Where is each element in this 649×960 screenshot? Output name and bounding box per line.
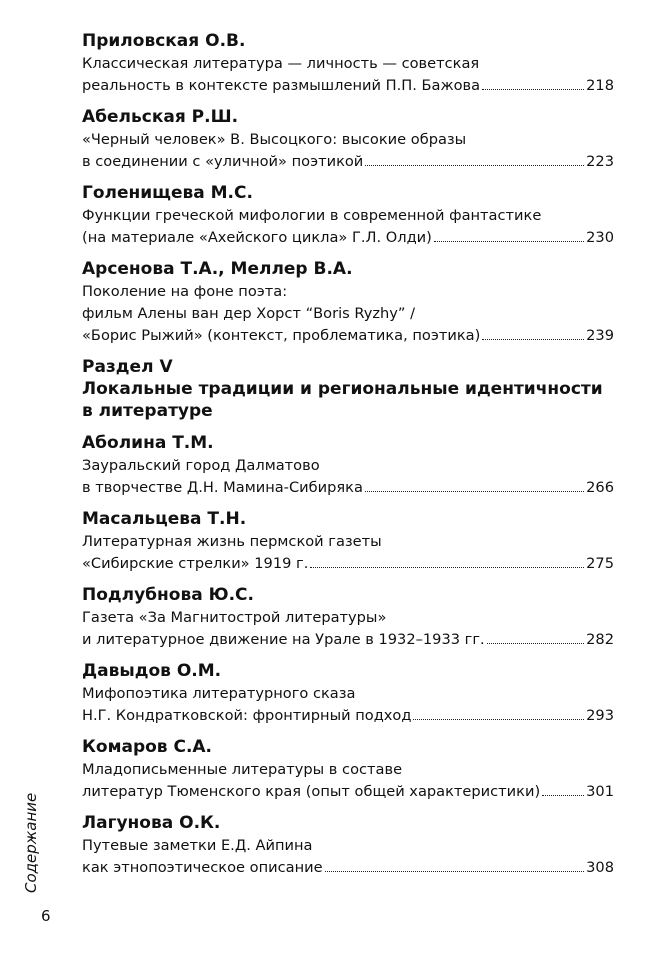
dot-leader	[365, 165, 584, 166]
entry-page-number: 239	[586, 327, 614, 344]
entry-author: Арсенова Т.А., Меллер В.А.	[82, 259, 353, 279]
entry-title-last-line	[82, 151, 614, 173]
entry-title-last-line	[82, 629, 614, 651]
entry-title-line: Н.Г. Кондратковской: фронтирный подход	[82, 707, 412, 724]
entry-title-line: фильм Алены ван дер Хорст “Boris Ryzhy” /	[82, 305, 416, 322]
entry-title-line: Поколение на фоне поэта:	[82, 283, 288, 300]
dot-leader	[434, 241, 584, 242]
dot-leader	[413, 719, 584, 720]
entry-author: Масальцева Т.Н.	[82, 509, 247, 529]
entry-author: Голенищева М.С.	[82, 183, 253, 203]
toc-entry	[82, 30, 614, 97]
toc-entry	[82, 812, 614, 879]
entry-title-last-line	[82, 781, 614, 803]
entry-author: Давыдов О.М.	[82, 661, 222, 681]
section-title-line: в литературе	[82, 401, 213, 421]
toc-entries-part1	[82, 30, 614, 347]
entry-title-line: Младописьменные литературы в составе	[82, 761, 403, 778]
section-label: Раздел V	[82, 357, 173, 377]
entry-title-last-line	[82, 227, 614, 249]
entry-author: Лагунова О.К.	[82, 813, 221, 833]
entry-title-last-line	[82, 477, 614, 499]
entry-author: Приловская О.В.	[82, 31, 246, 51]
entry-title-line: (на материале «Ахейского цикла» Г.Л. Олди)	[82, 229, 432, 246]
running-head-vertical: Содержание	[22, 792, 40, 893]
entry-title-last-line	[82, 705, 614, 727]
entry-title-line: Зауральский город Далматово	[82, 457, 320, 474]
dot-leader	[482, 89, 584, 90]
entry-author: Аболина Т.М.	[82, 433, 214, 453]
entry-title-last-line	[82, 857, 614, 879]
toc-entry	[82, 432, 614, 499]
toc-entry	[82, 106, 614, 173]
entry-page-number: 266	[586, 479, 614, 496]
entry-author: Абельская Р.Ш.	[82, 107, 239, 127]
dot-leader	[542, 795, 584, 796]
entry-page-number: 275	[586, 555, 614, 572]
entry-page-number: 308	[586, 859, 614, 876]
entry-title-line: и литературное движение на Урале в 1932–1933 гг.	[82, 631, 485, 648]
dot-leader	[365, 491, 584, 492]
entry-title-line: Классическая литература — личность — советская	[82, 55, 480, 72]
entry-author: Комаров С.А.	[82, 737, 213, 757]
table-of-contents	[82, 30, 614, 888]
entry-page-number: 282	[586, 631, 614, 648]
toc-entries-part2	[82, 432, 614, 879]
entry-title-last-line	[82, 75, 614, 97]
toc-entry	[82, 584, 614, 651]
section-heading	[82, 356, 614, 422]
entry-title-last-line	[82, 553, 614, 575]
entry-page-number: 223	[586, 153, 614, 170]
toc-entry	[82, 182, 614, 249]
toc-entry	[82, 736, 614, 803]
section-title-line: Локальные традиции и региональные идентичности	[82, 379, 603, 399]
entry-title-line: в творчестве Д.Н. Мамина-Сибиряка	[82, 479, 363, 496]
entry-title-line: в соединении с «уличной» поэтикой	[82, 153, 364, 170]
entry-title-line: «Черный человек» В. Высоцкого: высокие образы	[82, 131, 467, 148]
entry-title-line: реальность в контексте размышлений П.П. Бажова	[82, 77, 481, 94]
toc-entry	[82, 258, 614, 347]
dot-leader	[325, 871, 585, 872]
entry-page-number: 218	[586, 77, 614, 94]
entry-title-line: Функции греческой мифологии в современной фантастике	[82, 207, 542, 224]
entry-page-number: 301	[586, 783, 614, 800]
entry-page-number: 230	[586, 229, 614, 246]
toc-entry	[82, 508, 614, 575]
entry-title-line: Путевые заметки Е.Д. Айпина	[82, 837, 313, 854]
entry-author: Подлубнова Ю.С.	[82, 585, 254, 605]
dot-leader	[487, 643, 584, 644]
page-number: 6	[41, 907, 51, 925]
entry-title-line: «Борис Рыжий» (контекст, проблематика, поэтика)	[82, 327, 481, 344]
entry-title-last-line	[82, 325, 614, 347]
entry-title-line: литератур Тюменского края (опыт общей характеристики)	[82, 783, 541, 800]
dot-leader	[310, 567, 584, 568]
entry-title-line: Газета «За Магнитострой литературы»	[82, 609, 387, 626]
entry-page-number: 293	[586, 707, 614, 724]
entry-title-line: Литературная жизнь пермской газеты	[82, 533, 382, 550]
entry-title-line: как этнопоэтическое описание	[82, 859, 323, 876]
dot-leader	[482, 339, 584, 340]
entry-title-line: Мифопоэтика литературного сказа	[82, 685, 356, 702]
entry-title-line: «Сибирские стрелки» 1919 г.	[82, 555, 309, 572]
toc-entry	[82, 660, 614, 727]
